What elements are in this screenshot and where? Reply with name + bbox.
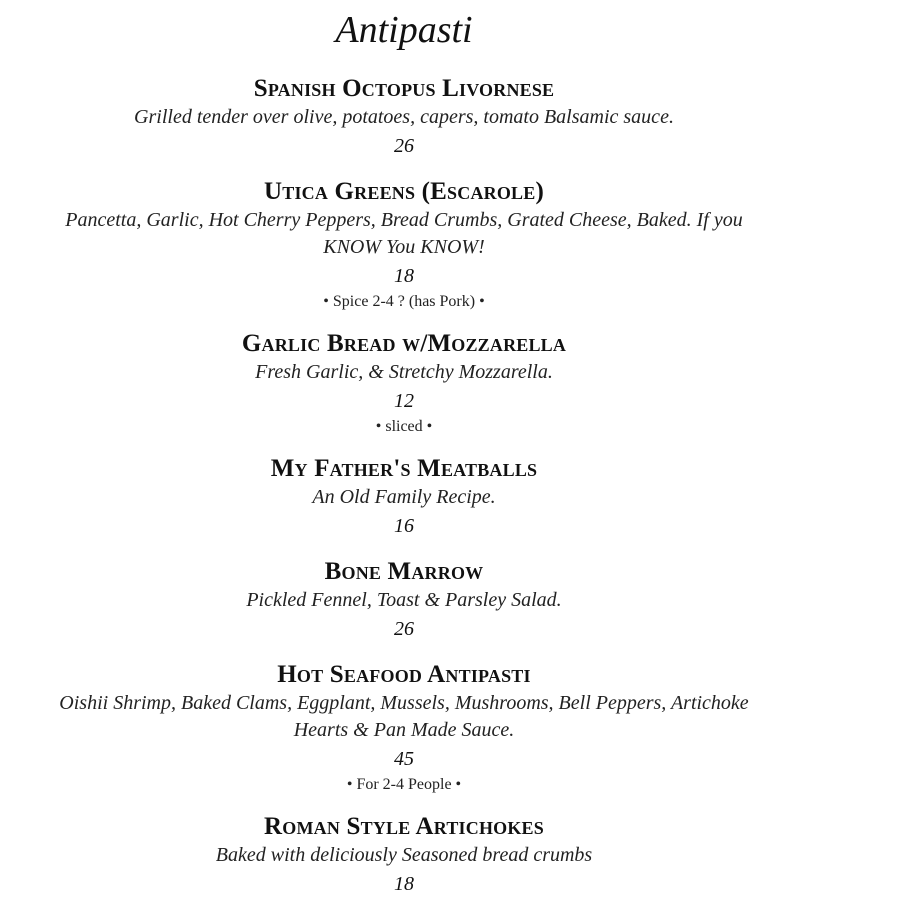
menu-item (0, 177, 808, 313)
item-description: Fresh Garlic, & Stretchy Mozzarella. (255, 361, 553, 383)
item-description: Pickled Fennel, Toast & Parsley Salad. (246, 589, 562, 611)
item-description: Baked with deliciously Seasoned bread crumbs (215, 844, 593, 866)
menu-item (0, 454, 808, 541)
menu-item (0, 660, 808, 796)
item-name: Garlic Bread w/Mozzarella (241, 330, 567, 357)
item-description: An Old Family Recipe. (312, 486, 496, 508)
item-note: • sliced • (375, 418, 433, 435)
menu-item (0, 812, 808, 899)
item-name: Hot Seafood Antipasti (277, 661, 531, 688)
item-name: Bone Marrow (324, 558, 484, 585)
item-name: Utica Greens (Escarole) (264, 178, 544, 205)
menu-item (0, 557, 808, 644)
item-price: 45 (394, 748, 414, 770)
item-note: • Spice 2-4 ? (has Pork) • (323, 293, 485, 310)
item-price: 18 (394, 873, 414, 895)
item-note: • For 2-4 People • (346, 776, 462, 793)
menu-item (0, 74, 808, 161)
item-price: 26 (394, 618, 414, 640)
item-price: 26 (394, 135, 414, 157)
item-description: Grilled tender over olive, potatoes, capers, tomato Balsamic sauce. (134, 106, 674, 128)
item-description: Oishii Shrimp, Baked Clams, Eggplant, Mussels, Mushrooms, Bell Peppers, Artichoke Hearts & Pan Made Sauce. (59, 692, 749, 741)
item-name: Roman Style Artichokes (264, 813, 544, 840)
item-description: Pancetta, Garlic, Hot Cherry Peppers, Bread Crumbs, Grated Cheese, Baked. If you KNOW You KNOW! (65, 209, 743, 258)
item-name: My Father's Meatballs (270, 455, 538, 482)
item-price: 16 (394, 515, 414, 537)
item-price: 18 (394, 265, 414, 287)
item-name: Spanish Octopus Livornese (253, 75, 555, 102)
item-price: 12 (394, 390, 414, 412)
section-title: Antipasti (335, 9, 473, 51)
menu-item (0, 329, 808, 438)
